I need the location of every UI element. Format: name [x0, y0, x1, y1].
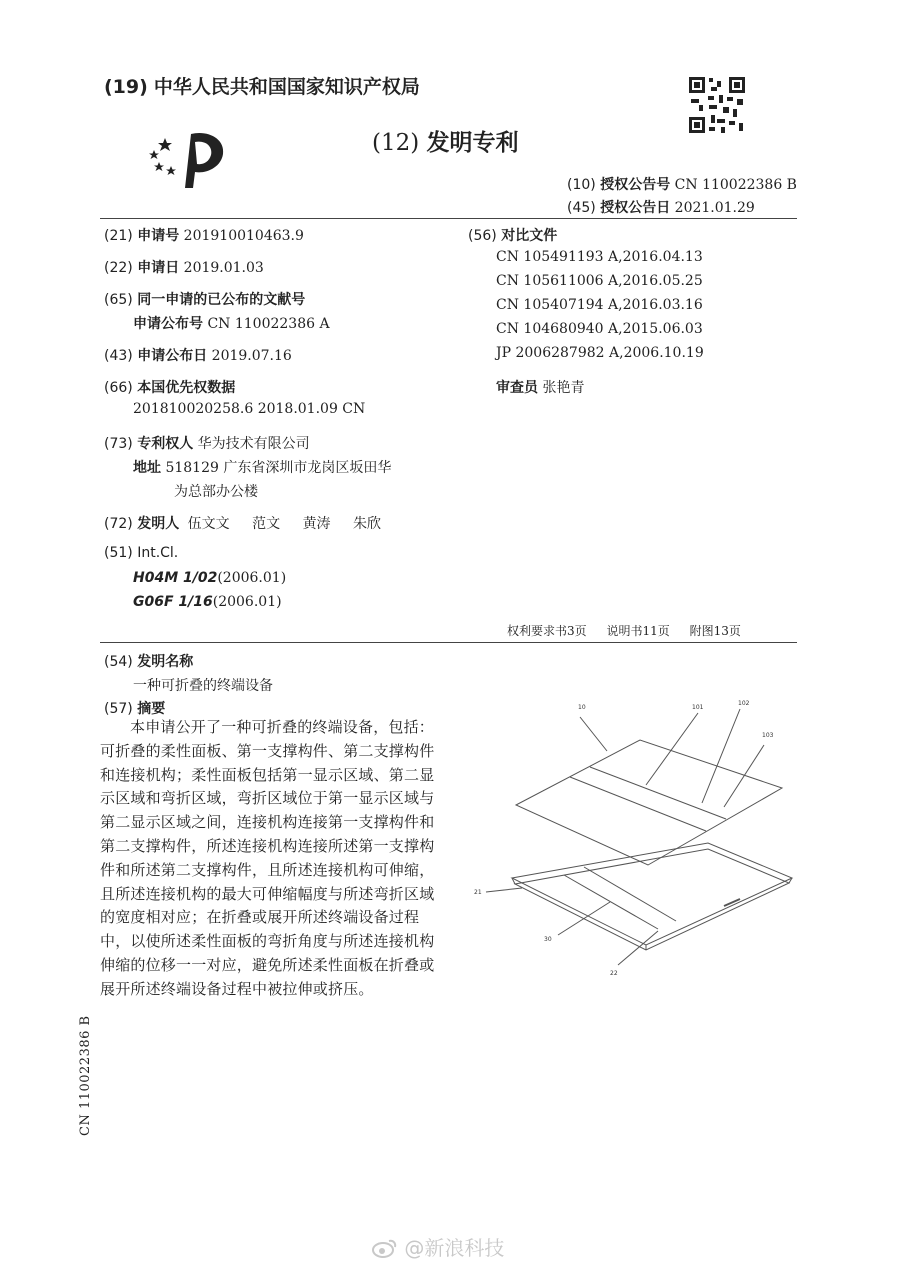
divider-middle — [100, 642, 797, 643]
grant-date-code: (45) — [567, 200, 596, 216]
examiner-label: 审查员 — [496, 380, 538, 396]
title-label: 发明名称 — [137, 654, 194, 670]
priority-row — [104, 377, 235, 397]
application-date-row — [104, 257, 264, 277]
priority-value: 201810020258.6 2018.01.09 CN — [133, 401, 366, 417]
app-date-value: 2019.01.03 — [183, 260, 264, 276]
pub-no-value: CN 110022386 A — [207, 316, 330, 332]
fig-label-101: 101 — [692, 704, 704, 711]
watermark — [372, 1232, 504, 1261]
grant-number-label: 授权公告号 — [600, 177, 671, 193]
citations-header — [468, 225, 557, 245]
fig-label-10: 10 — [578, 704, 586, 711]
ipc-class: G06F 1/16 — [133, 594, 213, 610]
fig-label-30: 30 — [544, 936, 552, 943]
publication-row — [104, 289, 305, 309]
address-label: 地址 — [133, 460, 161, 476]
pub-date-code: (43) — [104, 348, 133, 364]
grant-date-value: 2021.01.29 — [674, 200, 755, 216]
grant-number-value: CN 110022386 B — [674, 177, 797, 193]
app-no-label: 申请号 — [137, 228, 180, 244]
fig-label-22: 22 — [610, 970, 618, 977]
doc-type-code: (12) — [372, 130, 420, 156]
owner-value: 华为技术有限公司 — [197, 436, 310, 452]
owner-label: 专利权人 — [137, 436, 194, 452]
citations-label: 对比文件 — [501, 228, 558, 244]
spine-patent-number: CN 110022386 B — [78, 1015, 93, 1136]
grant-number-row — [567, 174, 797, 194]
ipc-class-row — [133, 594, 282, 610]
ipc-version: (2006.01) — [217, 570, 287, 586]
doc-type-label: 发明专利 — [426, 130, 519, 156]
app-date-code: (22) — [104, 260, 133, 276]
citation-item: CN 104680940 A,2015.06.03 — [496, 321, 703, 337]
inventors-row — [104, 513, 381, 533]
grant-date-label: 授权公告日 — [600, 200, 671, 216]
fig-label-103: 103 — [762, 732, 774, 739]
abstract-label: 摘要 — [137, 701, 166, 717]
inventor-name: 朱欣 — [353, 516, 382, 532]
examiner-value: 张艳青 — [542, 380, 585, 396]
ipc-class: H04M 1/02 — [133, 570, 218, 586]
citation-item: JP 2006287982 A,2006.10.19 — [496, 345, 704, 361]
qr-code — [687, 75, 747, 135]
citation-item: CN 105611006 A,2016.05.25 — [496, 273, 703, 289]
address-line1: 518129 广东省深圳市龙岗区坂田华 — [165, 460, 392, 476]
claims-pages: 权利要求书3页 — [507, 624, 587, 638]
page-counts — [507, 622, 757, 639]
pub-no-label: 申请公布号 — [133, 316, 203, 332]
examiner-row — [496, 377, 584, 397]
invention-title-header — [104, 651, 193, 671]
pub-date-value: 2019.07.16 — [211, 348, 292, 364]
office-code: (19) — [104, 76, 148, 98]
abstract-code: (57) — [104, 701, 133, 717]
inventor-name: 黄涛 — [302, 516, 331, 532]
grant-number-code: (10) — [567, 177, 596, 193]
inventor-label: 发明人 — [137, 516, 180, 532]
title-code: (54) — [104, 654, 133, 670]
ipc-version: (2006.01) — [212, 594, 282, 610]
citation-item: CN 105407194 A,2016.03.16 — [496, 297, 703, 313]
app-date-label: 申请日 — [137, 260, 180, 276]
weibo-icon — [372, 1237, 398, 1259]
office-header — [104, 72, 420, 99]
document-type — [372, 124, 519, 157]
publication-number-row — [133, 313, 330, 333]
fig-label-102: 102 — [738, 700, 750, 707]
patentee-row — [104, 433, 310, 453]
ipc-label: Int.Cl. — [137, 545, 179, 561]
inventor-code: (72) — [104, 516, 133, 532]
app-no-code: (21) — [104, 228, 133, 244]
drawings-pages: 附图13页 — [689, 624, 741, 638]
invention-title: 一种可折叠的终端设备 — [133, 678, 273, 694]
address-row — [133, 457, 391, 477]
abstract-body — [100, 716, 438, 1002]
priority-code: (66) — [104, 380, 133, 396]
pub-code: (65) — [104, 292, 133, 308]
abstract-text: 本申请公开了一种可折叠的终端设备，包括：可折叠的柔性面板、第一支撑构件、第二支撑构件和连接机构；柔性面板包括第一显示区域、第二显示区域和弯折区域，弯折区域位于第一显示区域与第二显示区域之间，连接机构连接第一支撑构件和第二支撑构件，所述连接机构连接所述第一支撑构件和所述第二支撑构件，且所述连接机构可伸缩，且所述连接机构的最大可伸缩幅度与所述弯折区域的宽度相对应；在折叠或展开所述终端设备过程中，以使所述柔性面板的弯折角度与所述连接机构伸缩的位移一一对应，避免所述柔性面板在折叠或展开所述终端设备过程中被拉伸或挤压。 — [100, 718, 435, 998]
grant-date-row — [567, 197, 755, 217]
ipc-code: (51) — [104, 545, 133, 561]
office-name: 中华人民共和国国家知识产权局 — [153, 76, 420, 98]
description-pages: 说明书11页 — [606, 624, 670, 638]
citation-item: CN 105491193 A,2016.04.13 — [496, 249, 703, 265]
inventor-name: 范文 — [252, 516, 281, 532]
publication-date-row — [104, 345, 292, 365]
ipc-row — [104, 545, 178, 561]
priority-label: 本国优先权数据 — [137, 380, 236, 396]
citations-code: (56) — [468, 228, 497, 244]
fig-label-21: 21 — [474, 889, 482, 896]
inventor-name: 伍文文 — [187, 516, 230, 532]
pub-date-label: 申请公布日 — [137, 348, 208, 364]
abstract-header — [104, 698, 165, 718]
patent-drawing — [462, 695, 802, 985]
application-number-row — [104, 225, 304, 245]
watermark-text: @新浪科技 — [404, 1236, 505, 1260]
ipc-class-row — [133, 570, 286, 586]
pub-label: 同一申请的已公布的文献号 — [137, 292, 306, 308]
app-no-value: 201910010463.9 — [183, 228, 304, 244]
owner-code: (73) — [104, 436, 133, 452]
cnipa-emblem-logo — [145, 128, 235, 190]
divider-top — [100, 218, 797, 219]
address-line2: 为总部办公楼 — [174, 484, 258, 500]
